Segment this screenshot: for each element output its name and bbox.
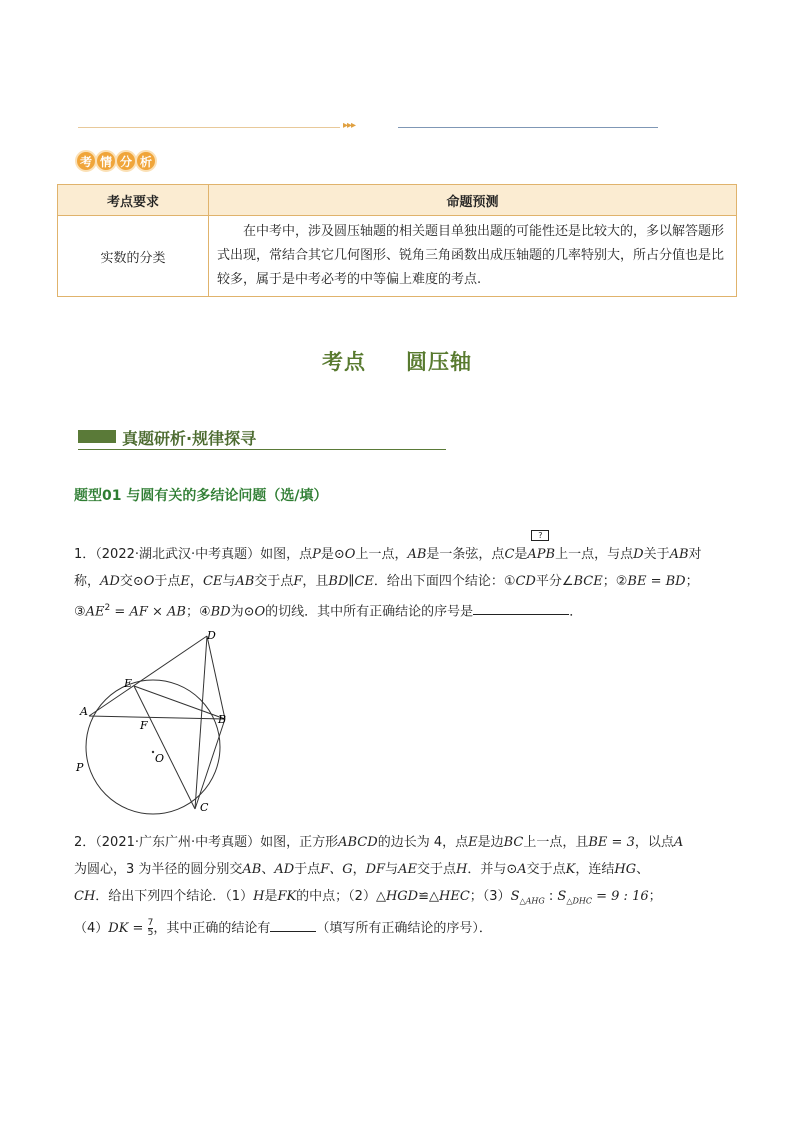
q1-text: 与	[222, 574, 236, 589]
answer-blank[interactable]	[270, 917, 316, 932]
q2-text: ．给出下列四个结论．（1）	[95, 889, 254, 904]
label-b: B	[218, 713, 227, 726]
q1-text: 是一条弦，点	[426, 547, 505, 562]
numerator: 7	[147, 917, 154, 928]
q1-figure	[70, 624, 240, 824]
q2-text: 上一点，且	[523, 835, 589, 850]
q2-text: 是	[264, 889, 278, 904]
badge-char: 情	[95, 150, 117, 172]
var: K	[565, 862, 576, 877]
q2-text: ≌△	[418, 889, 439, 904]
header-divider-left	[78, 127, 340, 128]
superscript: 2	[104, 603, 111, 613]
question-1	[74, 531, 724, 625]
q1-text: 于点	[154, 574, 181, 589]
var: F	[293, 574, 303, 589]
table-header-row	[58, 185, 737, 216]
badge-char: 考	[75, 150, 97, 172]
q2-text: （4）	[74, 920, 109, 936]
var: AB	[242, 862, 262, 877]
q1-text: ，且	[302, 574, 329, 589]
analysis-badge	[75, 148, 155, 174]
subscript: △AHG	[519, 896, 545, 906]
center-point	[152, 751, 154, 753]
table-cell-requirement: 实数的分类	[58, 216, 209, 297]
section-bar	[78, 430, 116, 443]
subscript: △DHC	[566, 896, 592, 906]
q2-text: 是边	[477, 835, 504, 850]
var: HEC	[439, 889, 470, 904]
header-divider-right	[398, 127, 658, 128]
label-f: F	[140, 719, 148, 732]
q2-text: （填写所有正确结论的序号）．	[316, 920, 492, 936]
q1-text: 上一点，	[355, 547, 408, 562]
table-row	[58, 216, 737, 297]
q1-text: 为	[230, 604, 244, 620]
q2-text: 为圆心，3 为半径的圆分别交	[74, 862, 243, 877]
table-header: 命题预测	[209, 185, 737, 216]
badge-char: 分	[115, 150, 137, 172]
label-e: E	[124, 677, 133, 690]
q2-text: ，连结	[575, 862, 615, 877]
section-title: 真题研析·规律探寻	[122, 429, 257, 448]
page-title-part: 考点	[322, 350, 366, 374]
var: AB	[235, 574, 255, 589]
var: BD∥CE	[328, 574, 374, 589]
q2-text: 2．（2021·广东广州·中考真题）如图，正方形	[74, 835, 339, 850]
var: H	[253, 889, 265, 904]
q2-text: 交于点	[416, 862, 456, 877]
var: H	[456, 862, 468, 877]
var: HG	[614, 862, 637, 877]
q1-text: 平分∠	[535, 574, 574, 589]
var: ⊙O	[333, 547, 356, 562]
var: CD	[515, 574, 536, 589]
label-o: O	[155, 752, 165, 765]
table-header: 考点要求	[58, 185, 209, 216]
q1-text: ，	[189, 574, 203, 589]
q1-text: 对称，	[74, 547, 702, 589]
var: CE	[202, 574, 223, 589]
var: AE	[398, 862, 417, 877]
q1-text: 上一点，与点	[555, 547, 634, 562]
var: DF	[365, 862, 386, 877]
q2-text: 与	[385, 862, 399, 877]
var: BC	[503, 835, 524, 850]
var: APB	[527, 547, 556, 562]
var: = 9 : 16	[592, 889, 649, 904]
q1-text: ；④	[185, 604, 211, 620]
var: ABCD	[338, 835, 378, 850]
var: DK =	[108, 920, 148, 936]
var: A	[517, 862, 527, 877]
q1-text: ．给出下面四个结论：①	[373, 574, 516, 589]
q2-text: ；（3）	[469, 889, 511, 904]
q1-text: 交于点	[254, 574, 294, 589]
label-a: A	[80, 705, 88, 718]
page-title	[0, 346, 794, 376]
var: AD	[274, 862, 295, 877]
var: P	[312, 547, 321, 562]
badge-char: 析	[135, 150, 157, 172]
arc-symbol: ?	[531, 530, 549, 541]
var: A	[673, 835, 684, 850]
var: HGD	[385, 889, 419, 904]
q2-text: ；	[648, 889, 662, 904]
q2-text: :	[544, 889, 558, 904]
var: FK	[277, 889, 297, 904]
var: S	[557, 889, 567, 904]
header-arrows: ▸▸▸	[343, 120, 356, 131]
q1-text: ；②	[602, 574, 628, 589]
chord-ab	[89, 716, 225, 719]
section-underline	[78, 449, 446, 450]
question-2: 2．（2021·广东广州·中考真题）如图，正方形ABCD的边长为 4，点E是边BC上一点，且BE = 3，以点A 为圆心，3 为半径的圆分别交AB、AD于点F、G，DF与AE交于点H．并与⊙A交于点K，连结HG、 CH．给出下列四个结论．（1）H是FK的中点；（2）△HGD≌△HEC；$(3)S_{\triangle AHG}$ : $S_{\triangle DHC} = 9$ : 16； （4）DK = $\frac{7}{5}$ ，其中正确的结论有 （填写所有正确结论的序号）．	[74, 835, 684, 938]
label-d: D	[207, 629, 216, 642]
denominator: 5	[147, 927, 154, 938]
q1-text: 是	[514, 547, 528, 562]
line-bc	[195, 719, 225, 809]
q1-text: 1．（2022·湖北武汉·中考真题）如图，点	[74, 547, 313, 562]
q2-text: 的边长为 4，点	[377, 835, 469, 850]
var: AD	[100, 574, 120, 589]
var: = AF × AB	[110, 604, 186, 620]
line-ad	[89, 636, 207, 716]
var: BE = 3	[588, 835, 635, 850]
var: BD	[210, 604, 231, 620]
arc-apb	[527, 531, 556, 568]
line-db	[207, 636, 225, 719]
table-cell-prediction: 在中考中，涉及圆压轴题的相关题目单独出题的可能性还是比较大的，多以解答题形式出现，常结合其它几何图形、锐角三角函数出成压轴题的几率特别大，所占分值也是比较多，属于是中考必考的中等偏上难度的考点.	[209, 216, 737, 297]
var: C	[504, 547, 515, 562]
q1-text: ．	[569, 604, 583, 620]
q1-text: ；③	[74, 574, 699, 620]
q2-text: ．并与⊙	[467, 862, 518, 877]
var: AB	[669, 547, 689, 562]
q2-text: 的中点；（2）△	[296, 889, 386, 904]
q1-text: 关于	[643, 547, 670, 562]
var: E	[468, 835, 478, 850]
var: D	[633, 547, 644, 562]
q2-text: ，	[352, 862, 366, 877]
var: AB	[407, 547, 427, 562]
page-title-part: 圆压轴	[406, 350, 472, 374]
var: CH	[74, 889, 96, 904]
var: BCE	[573, 574, 603, 589]
var: AE	[85, 604, 105, 620]
q2-text: 于点	[294, 862, 321, 877]
answer-blank[interactable]	[473, 600, 569, 615]
question-type-title: 题型01 与圆有关的多结论问题（选/填）	[74, 488, 328, 504]
q1-text: 是	[320, 547, 334, 562]
q1-text: 交	[119, 574, 133, 589]
q2-text: ，其中正确的结论有	[153, 920, 271, 936]
q2-text: ，以点	[634, 835, 674, 850]
var: ⊙O	[243, 604, 266, 620]
q2-text: 交于点	[526, 862, 566, 877]
var: ⊙O	[132, 574, 155, 589]
var: S	[510, 889, 520, 904]
label-c: C	[200, 801, 209, 814]
var: E	[180, 574, 190, 589]
var: F、G	[320, 862, 353, 877]
q1-text: 的切线．其中所有正确结论的序号是	[265, 604, 474, 620]
analysis-table	[57, 184, 737, 297]
var: BE = BD	[627, 574, 686, 589]
line-dc	[195, 636, 207, 809]
label-p: P	[76, 761, 84, 774]
